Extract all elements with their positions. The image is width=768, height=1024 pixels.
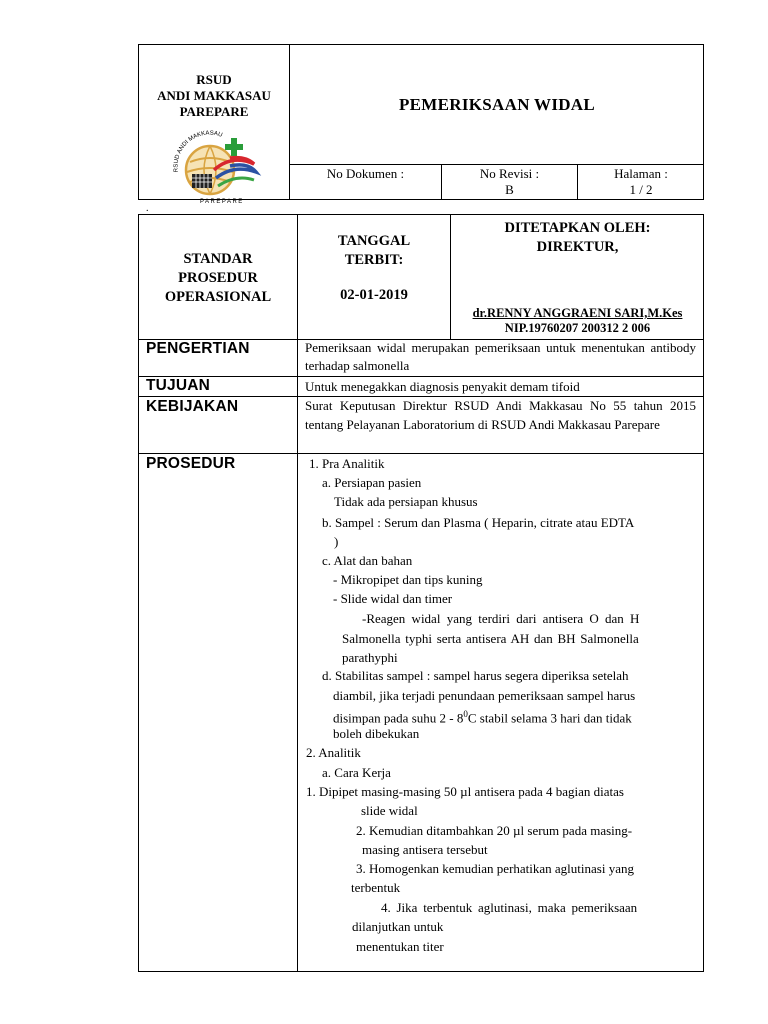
analitik-heading: 2. Analitik <box>306 745 361 760</box>
stabilitas-degree: 0 <box>463 709 468 719</box>
page-value: 1 / 2 <box>629 182 653 197</box>
alat-bahan-heading: c. Alat dan bahan <box>322 553 413 568</box>
step-3-line-2: terbentuk <box>351 880 401 895</box>
header-horizontal-divider <box>289 164 704 165</box>
stabilitas-line-3-post: C stabil selama 3 hari dan tidak <box>467 710 632 726</box>
signer-name: dr.RENNY ANGGRAENI SARI,M.Kes <box>472 306 683 320</box>
pengertian-label: PENGERTIAN <box>146 340 250 357</box>
row-divider-4 <box>138 453 704 454</box>
step-2-line-2: masing antisera tersebut <box>362 842 488 857</box>
issued-label-line-1: TANGGAL <box>337 233 411 249</box>
logo-bottom-text: PAREPARE <box>200 199 244 204</box>
prosedur-label: PROSEDUR <box>146 455 236 472</box>
org-line-3: PAREPARE <box>179 104 249 119</box>
alat-item-mikropipet: - Mikropipet dan tips kuning <box>333 572 483 587</box>
approved-line-1: DITETAPKAN OLEH: <box>504 220 651 236</box>
main-vertical-divider <box>297 214 298 972</box>
org-name <box>139 72 289 120</box>
signer-nip: NIP.19760207 200312 2 006 <box>504 321 651 335</box>
persiapan-pasien-text: Tidak ada persiapan khusus <box>334 494 478 509</box>
document-title: PEMERIKSAAN WIDAL <box>398 95 596 114</box>
logo-arc-text: RSUD ANDI MAKKASAU <box>173 130 223 173</box>
sampel-line-2: ) <box>334 534 339 549</box>
kebijakan-label: KEBIJAKAN <box>146 398 239 415</box>
stabilitas-line-2: diambil, jika terjadi penundaan pemeriksaan sampel harus <box>333 688 636 703</box>
sop-heading <box>139 250 297 307</box>
issued-label <box>298 232 450 270</box>
sop-heading-line-1: STANDAR <box>183 251 253 267</box>
sop-heading-line-3: OPERASIONAL <box>164 289 272 305</box>
stabilitas-line-3-pre: disimpan pada suhu 2 - 8 <box>333 710 464 726</box>
pengertian-text: Pemeriksaan widal merupakan pemeriksaan untuk menentukan antibody terhadap salmonella <box>305 340 696 373</box>
page-cell <box>578 166 704 198</box>
sop-heading-line-2: PROSEDUR <box>178 270 258 286</box>
doc-number-label: No Dokumen : <box>326 166 405 181</box>
page-label: Halaman : <box>614 166 668 181</box>
signer-block <box>451 306 704 336</box>
revision-label: No Revisi : <box>479 166 540 181</box>
step-4-line-1: 4. Jika terbentuk aglutinasi, maka pemeriksaan <box>381 900 638 915</box>
tujuan-label: TUJUAN <box>146 377 211 394</box>
hospital-logo <box>168 126 266 204</box>
tujuan-text: Untuk menegakkan diagnosis penyakit demam tifoid <box>305 379 580 394</box>
alat-item-reagen-line-3: parathyphi <box>342 650 398 665</box>
persiapan-pasien: a. Persiapan pasien <box>322 475 422 490</box>
issued-date: 02-01-2019 <box>340 287 408 303</box>
kebijakan-text: Surat Keputusan Direktur RSUD Andi Makkasau No 55 tahun 2015 tentang Pelayanan Laboratorium di RSUD Andi Makkasau Parepare <box>305 398 696 432</box>
sampel-line-1: b. Sampel : Serum dan Plasma ( Heparin, citrate atau EDTA <box>322 515 635 530</box>
hospital-logo-graphic <box>168 126 266 204</box>
revision-value: B <box>505 182 514 197</box>
alat-item-reagen-line-2: Salmonella typhi serta antisera AH dan BH Salmonella <box>342 631 639 646</box>
step-1-line-1: 1. Dipipet masing-masing 50 µl antisera pada 4 bagian diatas <box>306 784 624 799</box>
alat-item-reagen-line-1: -Reagen widal yang terdiri dari antisera O dan H <box>362 611 640 626</box>
step-3-line-1: 3. Homogenkan kemudian perhatikan aglutinasi yang <box>356 861 634 876</box>
cara-kerja-heading: a. Cara Kerja <box>322 765 391 780</box>
step-4-line-3: menentukan titer <box>356 939 444 954</box>
stabilitas-line-1: d. Stabilitas sampel : sampel harus segera diperiksa setelah <box>322 668 629 683</box>
org-line-2: ANDI MAKKASAU <box>157 88 271 103</box>
revision-cell <box>442 166 577 198</box>
step-2-line-1: 2. Kemudian ditambahkan 20 µl serum pada masing- <box>356 823 633 838</box>
step-4-line-2: dilanjutkan untuk <box>352 919 444 934</box>
alat-item-slide: - Slide widal dan timer <box>333 591 453 606</box>
pra-analitik-heading: 1. Pra Analitik <box>309 456 385 471</box>
approved-by <box>451 219 704 257</box>
approved-line-2: DIREKTUR, <box>536 239 619 255</box>
org-line-1: RSUD <box>196 72 232 87</box>
step-1-line-2: slide widal <box>361 803 418 818</box>
stabilitas-line-4: boleh dibekukan <box>333 726 420 741</box>
issued-label-line-2: TERBIT: <box>344 252 404 268</box>
stray-dot: . <box>146 203 149 214</box>
